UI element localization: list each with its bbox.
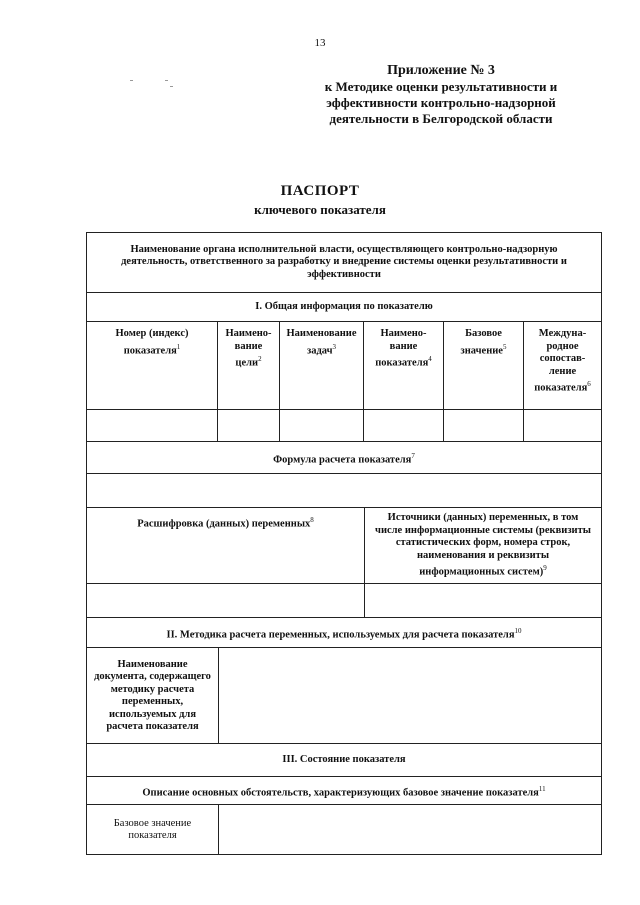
column-header: Междуна-родное сопостав-ление показателя$^6$ [534, 328, 591, 394]
section1-title: I. Общая информация по показателю [255, 301, 433, 313]
appendix-line: деятельности в Белгородской области [329, 111, 553, 126]
column-header: Наименование задач$^3$ [286, 328, 357, 356]
organ-header-row [87, 233, 601, 292]
document-title [0, 183, 640, 218]
data-cell[interactable] [217, 410, 279, 442]
section1-row [87, 292, 601, 322]
organ-header-text: Наименование органа исполнительной власти, осуществляющего контрольно-надзорную деятельность, ответственного за разработку и внедрение системы оценки результативности и эффективности [121, 243, 567, 280]
formula-label-row [87, 441, 601, 474]
base-value-row [87, 804, 601, 855]
page-number: 13 [314, 37, 326, 49]
circumstances-row [87, 776, 601, 805]
formula-input-row [87, 473, 601, 508]
base-value-field[interactable] [218, 805, 601, 855]
decoding-field[interactable] [87, 584, 364, 618]
sources-field[interactable] [364, 584, 601, 618]
data-cell[interactable] [279, 410, 363, 442]
title-sub: ключевого показателя [254, 202, 386, 217]
appendix-line: эффективности контрольно-надзорной [326, 95, 556, 110]
indicator-data-row [87, 409, 601, 442]
method-doc-label: Наименование документа, содержащего методику расчета переменных, используемых для расчета показателя [94, 658, 211, 732]
sources-label: Источники (данных) переменных, в том числе информационные системы (реквизиты статистических форм, номера строк, наименования и реквизиты информационных систем)$^9$ [375, 512, 591, 578]
variables-data-row [87, 583, 601, 618]
passport-form [86, 232, 602, 855]
formula-field[interactable] [87, 474, 601, 508]
base-value-label: Базовое значение показателя [113, 817, 192, 841]
section2-row [87, 617, 601, 648]
column-header: Наимено-вание цели$^2$ [225, 328, 272, 369]
section2-title: II. Методика расчета переменных, используемых для расчета показателя$^{10}$ [166, 626, 522, 640]
appendix-heading: Приложение № 3 [387, 63, 495, 78]
section3-title: III. Состояние показателя [282, 754, 406, 766]
data-cell[interactable] [87, 410, 217, 442]
data-cell[interactable] [443, 410, 523, 442]
decoding-label: Расшифровка (данных) переменных$^8$ [137, 516, 314, 530]
column-header: Базовое значение$^5$ [460, 328, 507, 356]
formula-label: Формула расчета показателя$^7$ [273, 451, 415, 465]
appendix-line: к Методике оценки результативности и [324, 79, 558, 94]
title-main: ПАСПОРТ [280, 183, 360, 199]
appendix-block [306, 63, 576, 127]
circumstances-label: Описание основных обстоятельств, характеризующих базовое значение показателя$^{11}$ [142, 784, 546, 798]
scan-speck [170, 86, 173, 87]
columns-header-row [87, 321, 601, 410]
method-doc-field[interactable] [218, 648, 601, 744]
section3-row [87, 743, 601, 777]
variables-header-row [87, 507, 601, 584]
data-cell[interactable] [363, 410, 443, 442]
scan-speck [130, 80, 133, 81]
data-cell[interactable] [523, 410, 601, 442]
scan-speck [165, 80, 168, 81]
method-row [87, 647, 601, 744]
column-header: Наимено-вание показателя$^4$ [375, 328, 432, 369]
column-header: Номер (индекс) показателя$^1$ [115, 328, 189, 356]
